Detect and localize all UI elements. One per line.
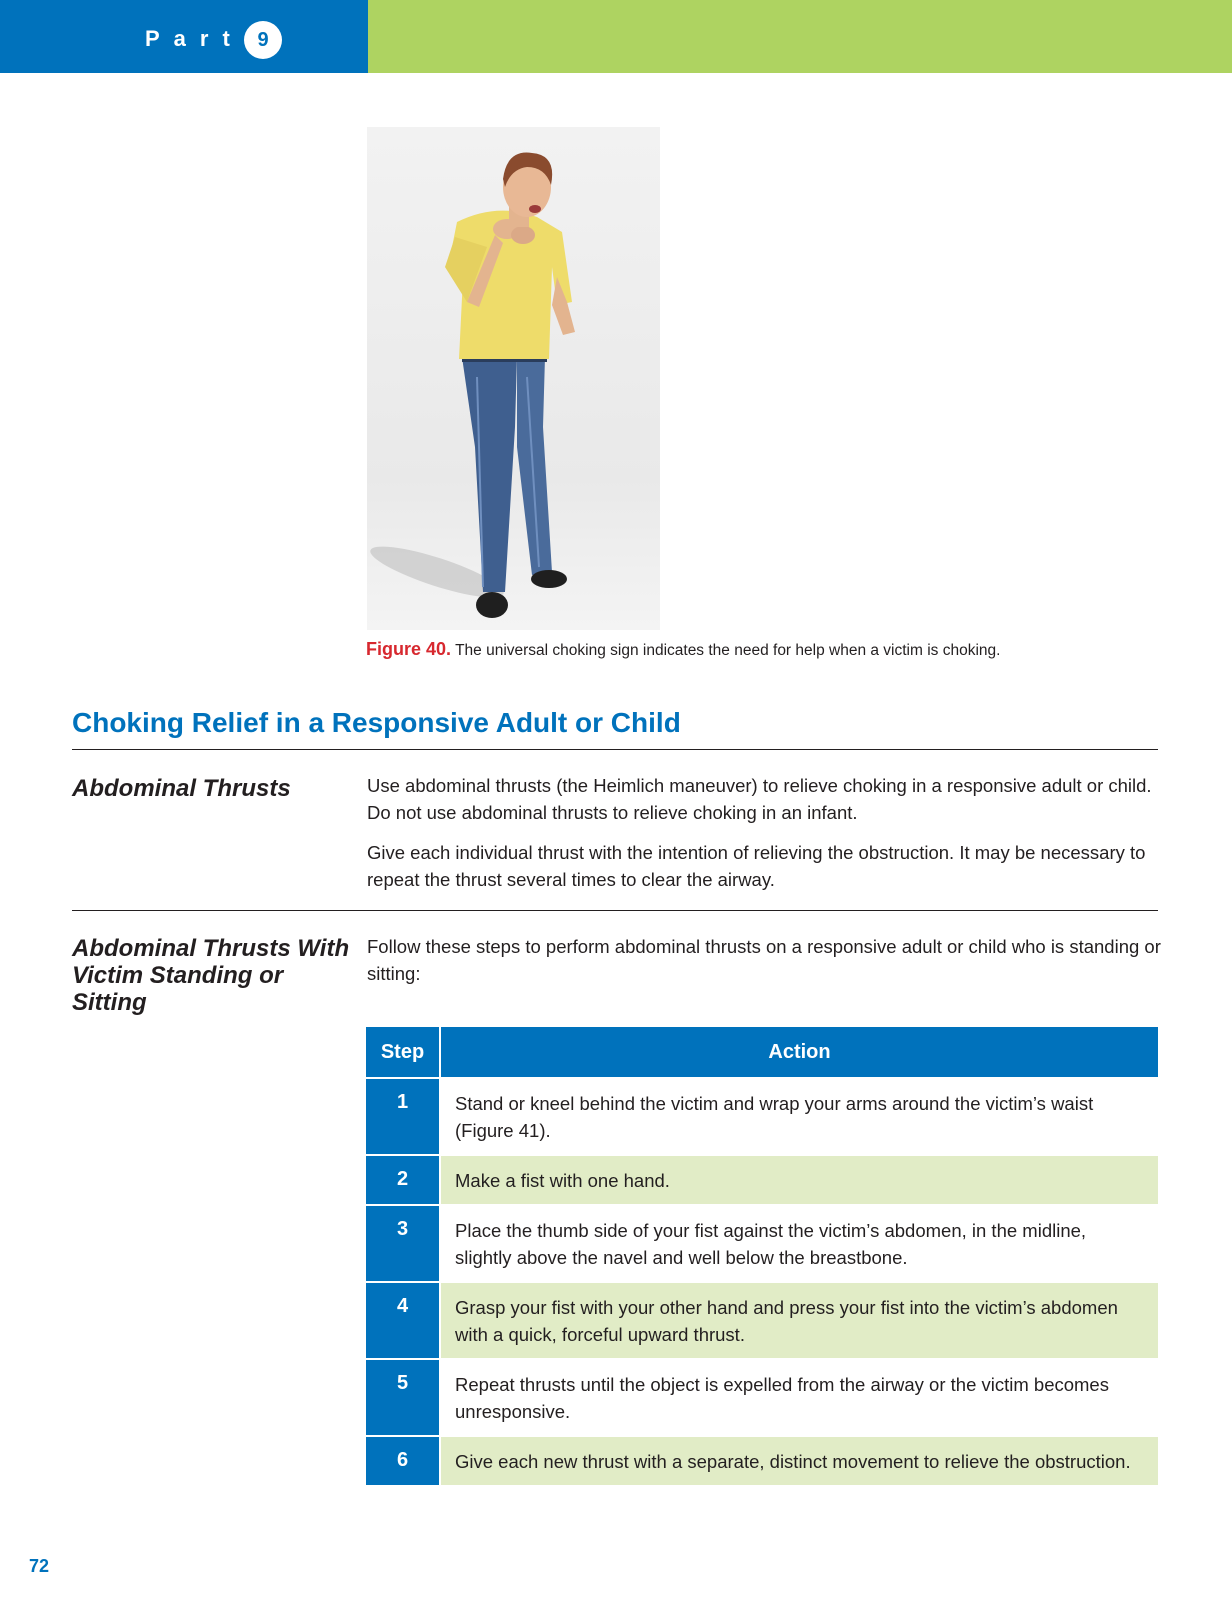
table-row [366, 1282, 1158, 1359]
step-number: 3 [366, 1205, 440, 1282]
table-row [366, 1078, 1158, 1155]
step-number: 2 [366, 1155, 440, 1205]
step-action: Place the thumb side of your fist against the victim’s abdomen, in the midline, slightly above the navel and well below the breastbone. [440, 1205, 1158, 1282]
section-title: Choking Relief in a Responsive Adult or Child [72, 707, 681, 738]
section-rule-top [72, 749, 1158, 750]
figure-caption-text: The universal choking sign indicates the need for help when a victim is choking. [455, 642, 1001, 659]
step-number: 4 [366, 1282, 440, 1359]
step-number: 5 [366, 1359, 440, 1436]
action-column-header: Action [440, 1027, 1158, 1078]
page-number: 72 [29, 1556, 50, 1576]
step-number: 6 [366, 1436, 440, 1485]
abdominal-thrusts-para-2: Give each individual thrust with the intention of relieving the obstruction. It may be necessary to repeat the thrust several times to clear the airway. [367, 842, 1146, 890]
step-action: Grasp your fist with your other hand and press your fist into the victim’s abdomen with a quick, forceful upward thrust. [440, 1282, 1158, 1359]
table-row [366, 1436, 1158, 1485]
step-action: Make a fist with one hand. [440, 1155, 1158, 1205]
choking-sign-figure [367, 127, 660, 630]
figure-label: Figure 40. [366, 639, 452, 659]
abdominal-thrusts-para-1: Use abdominal thrusts (the Heimlich maneuver) to relieve choking in a responsive adult or child. Do not use abdominal thrusts to relieve choking in an infant. [367, 775, 1152, 823]
part-header-band [0, 0, 1232, 73]
step-action: Repeat thrusts until the object is expelled from the airway or the victim becomes unresponsive. [440, 1359, 1158, 1436]
figure-caption [366, 639, 1000, 660]
step-action: Give each new thrust with a separate, distinct movement to relieve the obstruction. [440, 1436, 1158, 1485]
part-number-badge: 9 [244, 21, 282, 59]
header-green-block [368, 0, 1232, 73]
steps-table [366, 1027, 1158, 1485]
choking-person-illustration [367, 127, 660, 630]
part-label: Part [145, 26, 244, 51]
steps-table-header [366, 1027, 1158, 1078]
step-number: 1 [366, 1078, 440, 1155]
table-row [366, 1155, 1158, 1205]
abdominal-thrusts-heading: Abdominal Thrusts [72, 775, 291, 802]
table-row [366, 1205, 1158, 1282]
section-rule-middle [72, 910, 1158, 911]
step-action: Stand or kneel behind the victim and wrap your arms around the victim’s waist (Figure 41). [440, 1078, 1158, 1155]
step-column-header: Step [366, 1027, 440, 1078]
standing-sitting-heading: Abdominal Thrusts With Victim Standing or Sitting [72, 935, 350, 1016]
table-row [366, 1359, 1158, 1436]
standing-sitting-intro: Follow these steps to perform abdominal thrusts on a responsive adult or child who is standing or sitting: [367, 936, 1161, 984]
